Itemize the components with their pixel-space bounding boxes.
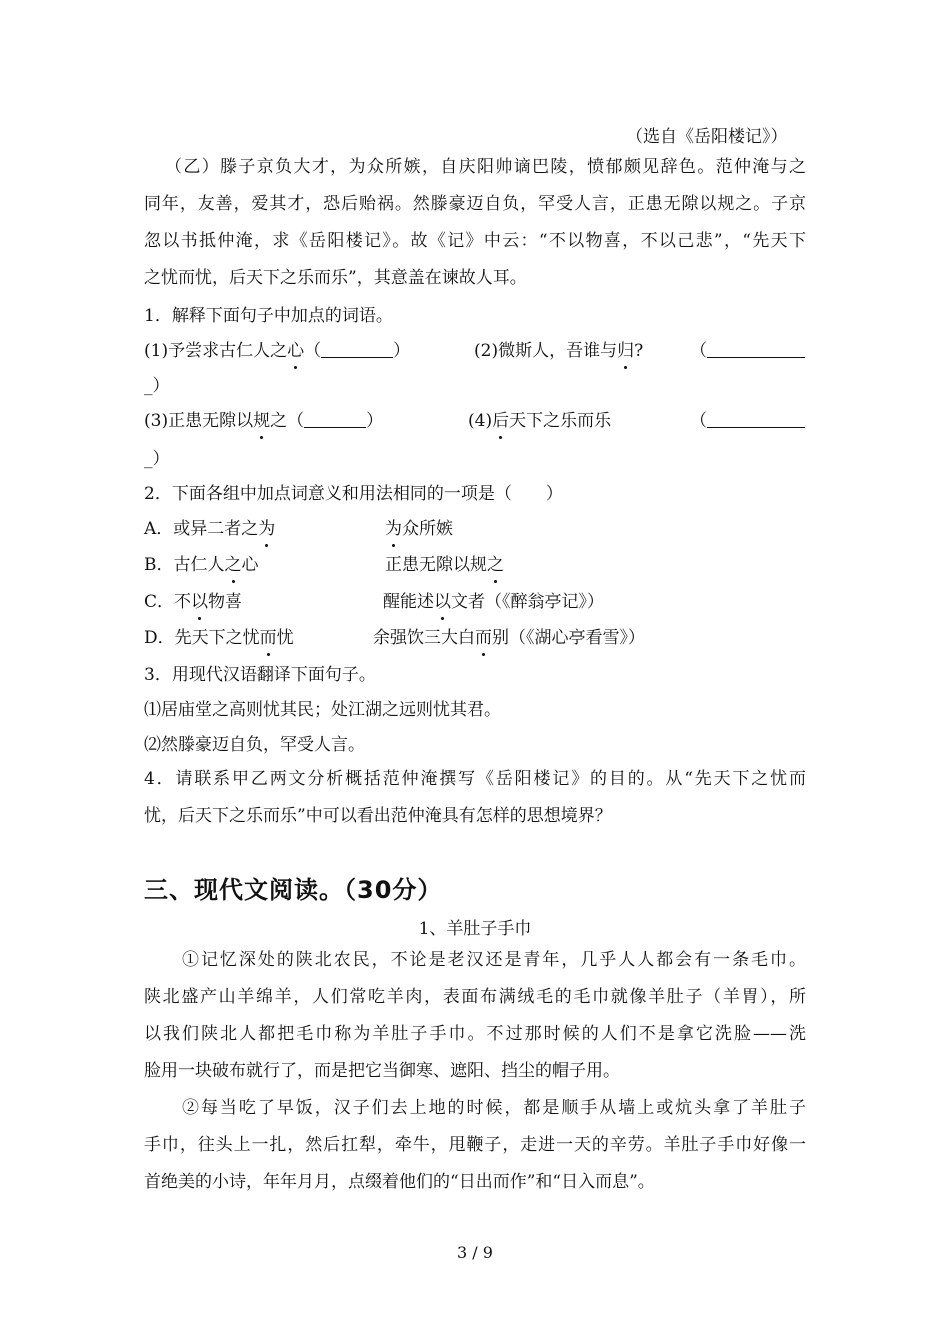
section-heading: 三、现代文阅读。（30分） — [144, 876, 443, 904]
q2-option-d-pair — [373, 626, 645, 650]
dotted-word: 规 — [253, 411, 271, 431]
option-c-pair-text: 醒能述 — [383, 592, 434, 612]
option-c-text: C．不 — [144, 592, 192, 612]
q3-sentence-1: ⑴居庙堂之高则忧其民；处江湖之远则忧其君。 — [144, 700, 501, 720]
para2-line: 手巾，往头上一扎，然后扛犁，牵牛，甩鞭子，走进一天的辛劳。羊肚子手巾好像一 — [144, 1135, 806, 1155]
para1-line: ①记忆深处的陕北农民，不论是老汉还是青年，几乎人人都会有一条毛巾。 — [182, 950, 806, 970]
q2-option-d — [144, 626, 294, 650]
q1-item-4-end: 天下之乐而乐 — [509, 411, 612, 431]
option-c-pair-end: 文者（《醉翁亭记》） — [451, 592, 604, 612]
dotted-word: 归 — [617, 341, 635, 361]
passage-b-line: （乙）滕子京负大才，为众所嫉，自庆阳帅谪巴陵，愤郁颇见辞色。范仲淹与之 — [165, 157, 806, 177]
option-d-text: D．先天下之忧 — [144, 628, 260, 648]
answer-blank-4[interactable] — [707, 409, 805, 428]
para1-line: 以我们陕北人都把毛巾称为羊肚子手巾。不过那时候的人们不是拿它洗脸——洗 — [144, 1024, 806, 1044]
dotted-word: 之 — [487, 555, 504, 575]
q1-item-4 — [468, 409, 611, 433]
q1-item-4-text: (4) — [468, 411, 493, 431]
q1-paren-open: （ — [304, 341, 322, 361]
q1-item-3-text: (3)正患无隙以 — [144, 411, 254, 431]
q1-item-1-text: (1)予尝求古仁人之 — [144, 341, 288, 361]
passage-b-line: 忽以书抵仲淹，求《岳阳楼记》。故《记》中云：“不以物喜，不以己悲”，“先天下 — [144, 231, 806, 251]
q4-line: 4．请联系甲乙两文分析概括范仲淹撰写《岳阳楼记》的目的。从“先天下之忧而 — [144, 769, 806, 789]
option-b-text: B．古仁人 — [144, 555, 225, 575]
dotted-word: 以 — [191, 592, 209, 612]
option-c-end: 物喜 — [208, 592, 243, 612]
q2-option-b-pair — [385, 553, 504, 577]
q1-item-2-end: ? — [634, 341, 644, 361]
q1-stem: 1．解释下面句子中加点的词语。 — [144, 306, 393, 326]
source-note: （选自《岳阳楼记》） — [626, 127, 788, 147]
para2-line: ②每当吃了早饭，汉子们去上地的时候，都是顺手从墙上或炕头拿了羊肚子 — [182, 1098, 806, 1118]
q2-option-c-pair — [383, 590, 604, 614]
answer-blank-2[interactable] — [707, 339, 805, 358]
para1-line: 脸用一块破布就行了，而是把它当御寒、遮阳、挡尘的帽子用。 — [144, 1061, 620, 1081]
dotted-word: 为 — [385, 519, 402, 539]
q3-sentence-2: ⑵然滕豪迈自负，罕受人言。 — [144, 735, 365, 755]
q2-option-a-pair — [385, 517, 453, 541]
passage-b-line: 同年，友善，爱其才，恐后贻祸。然滕豪迈自负，罕受人言，正患无隙以规之。子京 — [144, 194, 806, 214]
q1-item-4-answer — [690, 409, 805, 433]
q1-item-3 — [144, 409, 383, 433]
q1-item-1 — [144, 339, 410, 363]
q1-paren-open: （ — [690, 341, 707, 361]
dotted-word: 而 — [475, 628, 492, 648]
option-d-end: 忧 — [276, 628, 294, 648]
q1-paren-close: ） — [393, 341, 411, 361]
q3-stem: 3．用现代汉语翻译下面句子。 — [144, 665, 376, 685]
q4-line: 忧，后天下之乐而乐”中可以看出范仲淹具有怎样的思想境界？ — [144, 806, 612, 826]
option-b-end: 心 — [241, 555, 259, 575]
option-a-text: A．或异二者之 — [144, 519, 259, 539]
dotted-word: 后 — [492, 411, 510, 431]
q1-item-2-text: (2)微斯人，吾谁与 — [474, 341, 618, 361]
article-title: 1、羊肚子手巾 — [418, 919, 532, 939]
q1-item-3-end: 之（ — [270, 411, 305, 431]
para1-line: 陕北盛产山羊绵羊，人们常吃羊肉，表面布满绒毛的毛巾就像羊肚子（羊胃），所 — [144, 987, 806, 1007]
option-d-pair-text: 余强饮三大白 — [373, 628, 475, 648]
dotted-word: 之 — [224, 555, 242, 575]
dotted-word: 而 — [259, 628, 277, 648]
q1-paren-open: （ — [690, 411, 707, 431]
para2-line: 首绝美的小诗，年年月月，点缀着他们的“日出而作”和“日入而息”。 — [144, 1172, 655, 1192]
q2-option-a — [144, 517, 275, 541]
q1-item-4-underline: _） — [144, 449, 170, 469]
dotted-word: 为 — [258, 519, 276, 539]
answer-blank-3[interactable] — [304, 409, 366, 428]
option-b-pair-text: 正患无隙以规 — [385, 555, 487, 575]
q2-option-b — [144, 553, 259, 577]
q2-option-c — [144, 590, 242, 614]
option-a-pair-text: 众所嫉 — [402, 519, 453, 539]
passage-b-line: 之忧而忧，后天下之乐而乐”，其意盖在谏故人耳。 — [144, 268, 527, 288]
q1-item-2-answer — [690, 339, 805, 363]
option-d-pair-end: 别（《湖心亭看雪》） — [492, 628, 645, 648]
q1-item-2 — [474, 339, 643, 363]
q2-stem: 2．下面各组中加点词意义和用法相同的一项是（ ） — [144, 484, 563, 504]
answer-blank-1[interactable] — [321, 339, 393, 358]
dotted-word: 心 — [287, 341, 305, 361]
dotted-word: 以 — [434, 592, 451, 612]
page-number: 3 / 9 — [457, 1243, 493, 1262]
q1-paren-close: ） — [366, 411, 384, 431]
q1-item-2-underline: _） — [144, 376, 170, 396]
